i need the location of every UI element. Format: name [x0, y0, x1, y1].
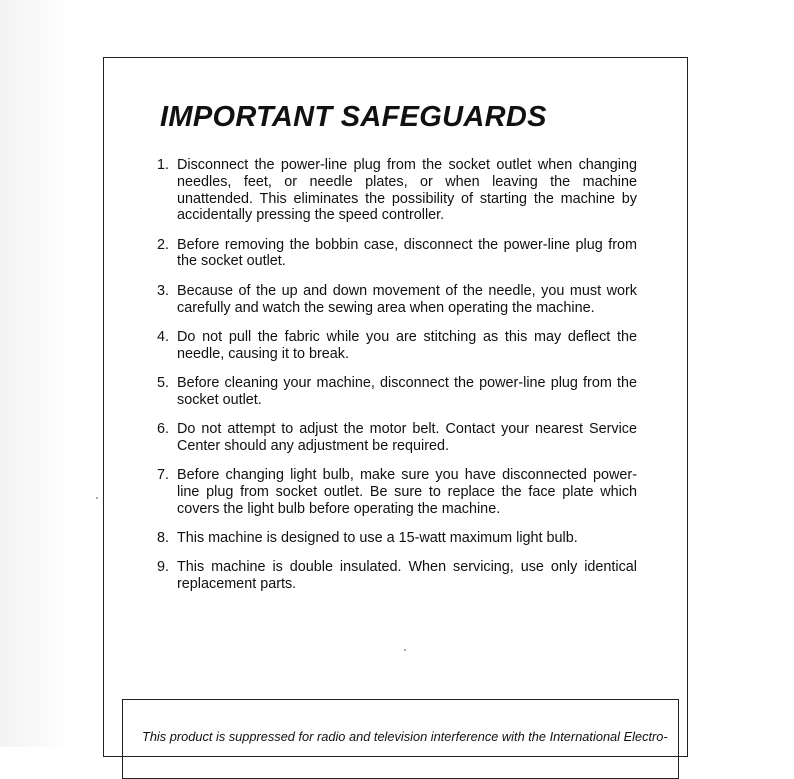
page-title: IMPORTANT SAFEGUARDS [160, 101, 547, 133]
item-text: Because of the up and down movement of the needle, you must work carefully and watch the sewing area when operating the machine. [177, 282, 637, 316]
scan-edge-shading [0, 0, 70, 747]
safeguard-item-6 [157, 421, 637, 455]
safeguard-item-3 [157, 283, 637, 317]
item-number: 8. [157, 530, 170, 547]
item-number: 9. [157, 559, 170, 576]
safeguard-item-4 [157, 329, 637, 363]
item-text: This machine is double insulated. When servicing, use only identical replacement parts. [177, 559, 637, 593]
item-number: 5. [157, 374, 170, 391]
item-text: Before removing the bobbin case, disconnect the power-line plug from the socket outlet. [177, 236, 637, 270]
safeguard-item-9 [157, 559, 637, 593]
item-number: 6. [157, 421, 170, 438]
item-number: 2. [157, 236, 170, 253]
safeguards-list [157, 157, 637, 605]
item-number: 3. [157, 282, 170, 299]
safeguard-item-1 [157, 157, 637, 224]
safeguard-item-2 [157, 237, 637, 271]
item-text: Before changing light bulb, make sure you have disconnected power-line plug from socket outlet. Be sure to replace the face plate which covers the light bulb before operating the machine. [177, 467, 637, 517]
safeguard-item-7 [157, 467, 637, 517]
item-number: 1. [157, 157, 170, 173]
item-number: 7. [157, 467, 170, 484]
scan-speck [96, 497, 98, 499]
interference-notice: This product is suppressed for radio and television interference with the International Electro- [142, 729, 668, 744]
item-text: Disconnect the power-line plug from the socket outlet when changing needles, feet, or needle plates, or when leaving the machine unattended. This eliminates the possibility of starting the machine by accidentally pressing the speed controller. [177, 157, 637, 224]
safeguard-item-5 [157, 375, 637, 409]
item-text: Before cleaning your machine, disconnect the power-line plug from the socket outlet. [177, 374, 637, 408]
item-text: Do not attempt to adjust the motor belt. Contact your nearest Service Center should any adjustment be required. [177, 421, 637, 454]
item-text: This machine is designed to use a 15-watt maximum light bulb. [177, 530, 578, 547]
item-number: 4. [157, 328, 170, 345]
item-text: Do not pull the fabric while you are stitching as this may deflect the needle, causing it to break. [177, 328, 637, 362]
scan-speck [404, 649, 406, 651]
safeguard-item-8 [157, 530, 637, 547]
